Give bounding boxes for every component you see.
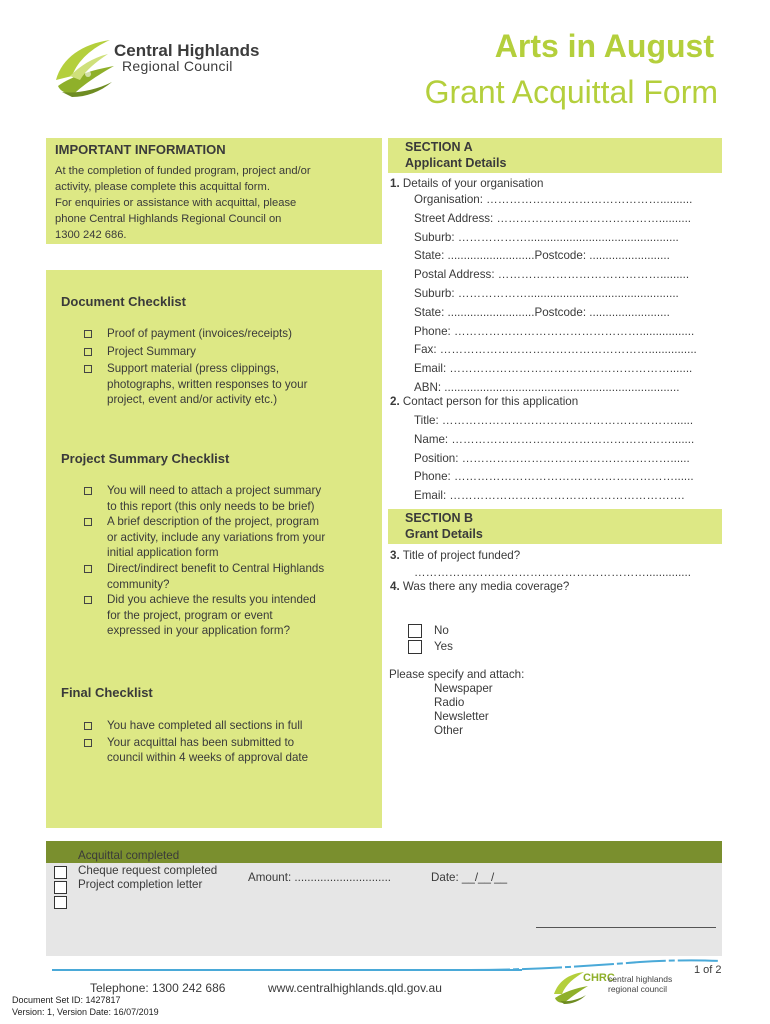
question-3: 3. Title of project funded?	[390, 549, 521, 562]
logo-name-line2: Regional Council	[122, 58, 233, 74]
final-checklist	[82, 718, 372, 766]
checklist-item: Project Summary	[82, 344, 372, 360]
media-type-item: Newsletter	[434, 710, 489, 723]
checklist-item: You have completed all sections in full	[82, 718, 372, 734]
contact-email-field[interactable]: Email: …………………………………………………….	[414, 489, 685, 503]
checklist-item: Your acquittal has been submitted to council within 4 weeks of approval date	[82, 735, 372, 766]
checkbox-icon[interactable]	[84, 365, 92, 373]
footer-logo-acronym: CHRC	[583, 972, 615, 984]
acquittal-completed-label: Acquittal completed	[78, 849, 180, 862]
media-type-item: Radio	[434, 696, 465, 709]
project-completion-label: Project completion letter	[78, 878, 203, 891]
important-information-panel	[46, 138, 382, 244]
abn-field[interactable]: ABN: .........................................................................	[414, 380, 680, 394]
organisation-field[interactable]: Organisation: ………………………………………..........	[414, 193, 693, 206]
contact-fields	[414, 414, 726, 508]
council-logo	[52, 36, 282, 98]
footer-logo	[552, 970, 692, 1006]
amount-field[interactable]: Amount: ..............................	[248, 871, 392, 884]
contact-title-field[interactable]: Title: ……………………………………………………......	[414, 414, 694, 427]
checkbox-icon[interactable]	[84, 596, 92, 604]
acquittal-completed-checkbox[interactable]	[54, 866, 67, 879]
section-b-header	[388, 509, 722, 544]
footer-website[interactable]: www.centralhighlands.qld.gov.au	[268, 981, 442, 995]
section-a-title: Applicant Details	[405, 156, 507, 170]
project-summary-checklist-heading: Project Summary Checklist	[61, 451, 230, 466]
specify-label: Please specify and attach:	[389, 668, 525, 681]
checklists-panel	[46, 270, 382, 828]
section-a-label: SECTION A	[405, 140, 473, 154]
important-line: For enquiries or assistance with acquittal, please	[55, 197, 297, 209]
checklist-item: Proof of payment (invoices/receipts)	[82, 326, 372, 342]
section-a-header	[388, 138, 722, 173]
street-address-field[interactable]: Street Address: ……………………………………..........	[414, 211, 692, 225]
fax-field[interactable]: Fax: ………………………………………………...............	[414, 343, 697, 357]
phone-field[interactable]: Phone: ………………………………………….................	[414, 324, 695, 338]
checklist-item: You will need to attach a project summary to this report (this only needs to be brief)	[82, 483, 372, 514]
postal-state-postcode-field[interactable]: State: ...........................Postcode: .........................	[414, 305, 670, 319]
cheque-request-label: Cheque request completed	[78, 864, 218, 877]
project-completion-checkbox[interactable]	[54, 896, 67, 909]
question-2: 2. Contact person for this application	[390, 395, 579, 408]
footer-telephone: Telephone: 1300 242 686	[90, 981, 226, 995]
section-b-label: SECTION B	[405, 511, 474, 525]
project-summary-checklist	[82, 483, 372, 639]
email-field[interactable]: Email: ………………………………………………….......	[414, 362, 693, 376]
checklist-item: Did you achieve the results you intended for the project, program or event expressed in your application form?	[82, 592, 372, 639]
suburb-field[interactable]: Suburb: ………………...............................................	[414, 230, 679, 244]
cheque-request-checkbox[interactable]	[54, 881, 67, 894]
media-no-label: No	[434, 624, 449, 637]
footer-logo-line2: regional council	[608, 984, 668, 994]
checkbox-icon[interactable]	[84, 487, 92, 495]
important-line: phone Central Highlands Regional Council on	[55, 213, 282, 225]
checklist-item: A brief description of the project, program or activity, include any variations from your initial application form	[82, 514, 372, 561]
signature-line[interactable]	[536, 927, 716, 928]
project-title-field[interactable]: ……………………………………………………..............	[414, 566, 691, 579]
postal-suburb-field[interactable]: Suburb: ………………...............................................	[414, 286, 679, 300]
footer-divider	[52, 969, 522, 971]
checkbox-icon[interactable]	[84, 565, 92, 573]
important-heading: IMPORTANT INFORMATION	[55, 142, 226, 157]
checkbox-icon[interactable]	[84, 739, 92, 747]
checkbox-icon[interactable]	[84, 518, 92, 526]
media-yes-checkbox[interactable]	[408, 640, 422, 654]
media-no-checkbox[interactable]	[408, 624, 422, 638]
contact-name-field[interactable]: Name: ………………………………………………….......	[414, 432, 695, 446]
section-b-title: Grant Details	[405, 527, 483, 541]
media-type-item: Newspaper	[434, 682, 493, 695]
footer-logo-line1: central highlands	[608, 974, 673, 984]
contact-phone-field[interactable]: Phone: …………………………………………………......	[414, 470, 694, 484]
media-types-list	[434, 682, 493, 738]
form-title: Arts in August	[494, 28, 714, 64]
checkbox-icon[interactable]	[84, 348, 92, 356]
form-subtitle: Grant Acquittal Form	[424, 74, 718, 110]
version-info: Version: 1, Version Date: 16/07/2019	[12, 1007, 159, 1017]
checkbox-icon[interactable]	[84, 722, 92, 730]
organisation-fields	[414, 193, 726, 400]
logo-name-line1: Central Highlands	[114, 41, 260, 60]
document-set-id: Document Set ID: 1427817	[12, 995, 121, 1005]
question-4: 4. Was there any media coverage?	[390, 580, 570, 593]
contact-position-field[interactable]: Position: ………………………………………………......	[414, 451, 690, 465]
final-checklist-heading: Final Checklist	[61, 685, 153, 700]
state-postcode-field[interactable]: State: ...........................Postcode: .........................	[414, 249, 670, 263]
checklist-item: Support material (press clippings, photographs, written responses to your project, event and/or activity etc.)	[82, 361, 372, 408]
question-1: 1. Details of your organisation	[390, 177, 544, 190]
media-yes-label: Yes	[434, 640, 453, 653]
postal-address-field[interactable]: Postal Address: …………………………………….........	[414, 268, 690, 282]
important-line: activity, please complete this acquittal form.	[55, 181, 270, 193]
important-line: 1300 242 686.	[55, 229, 127, 241]
media-type-item: Other	[434, 724, 463, 737]
chrc-logo-icon	[52, 36, 122, 98]
document-checklist	[82, 326, 372, 408]
checklist-item: Direct/indirect benefit to Central Highlands community?	[82, 561, 372, 592]
important-line: At the completion of funded program, project and/or	[55, 165, 311, 177]
document-checklist-heading: Document Checklist	[61, 294, 186, 309]
date-field[interactable]: Date: __/__/__	[431, 871, 508, 884]
page-number: 1 of 2	[694, 964, 722, 976]
checkbox-icon[interactable]	[84, 330, 92, 338]
